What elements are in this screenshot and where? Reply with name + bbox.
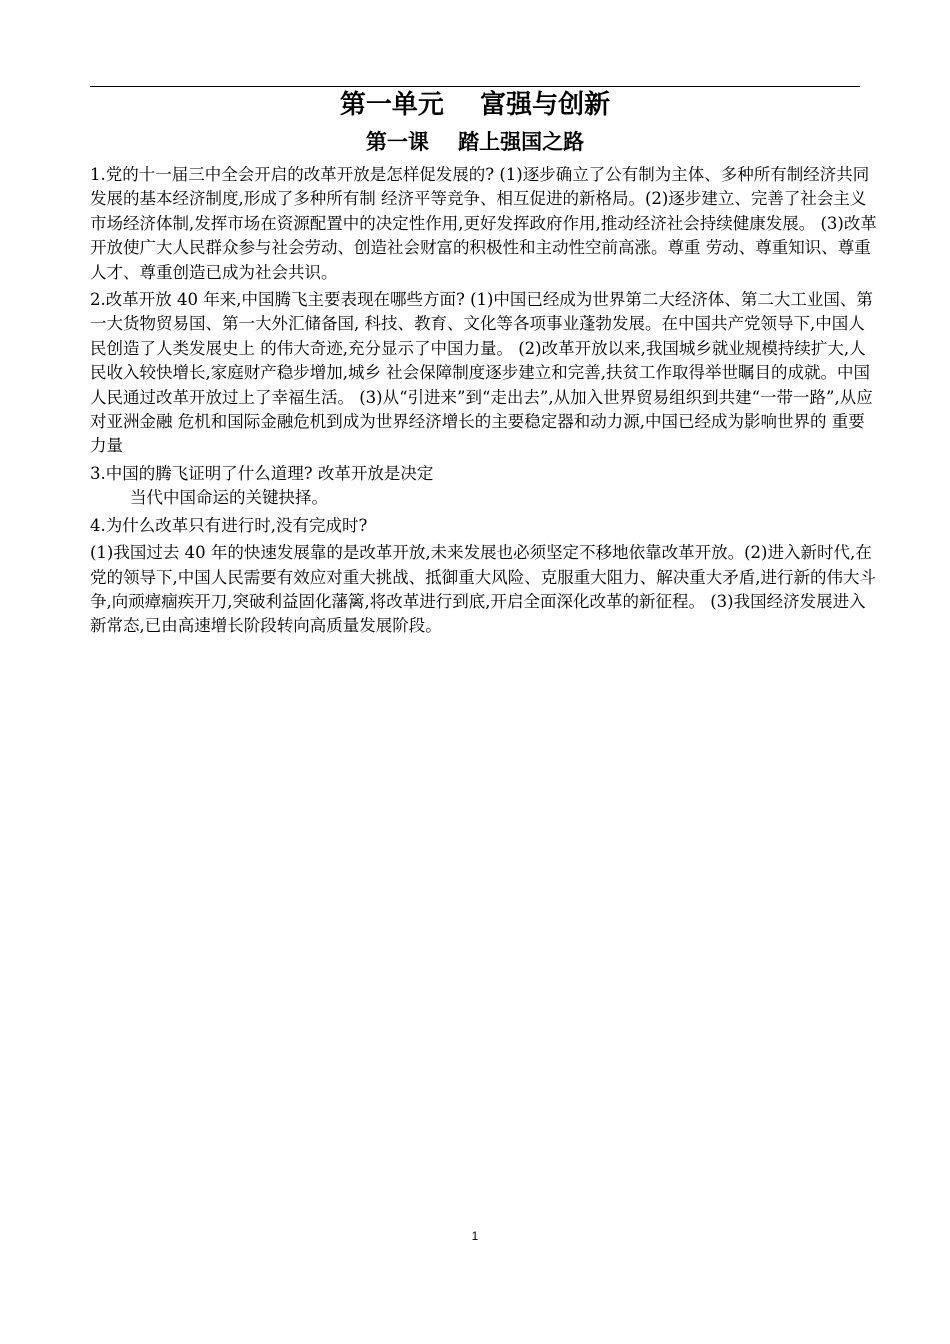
document-body — [90, 163, 880, 642]
lesson-title: 第一课 踏上强国之路 — [365, 130, 585, 154]
paragraph-answer-4: (1)我国过去 40 年的快速发展靠的是改革开放,未来发展也必须坚定不移地依靠改革开放。(2)进入新时代,在党的领导下,中国人民需要有效应对重大挑战、抵御重大风险、克服重大阻力、解决重大矛盾,进行新的伟大斗争,向顽瘴痼疾开刀,突破利益固化藩篱,将改革进行到底,开启全面深化改革的新征程。 (3)我国经济发展进入新常态,已由高速增长阶段转向高质量发展阶段。 — [90, 543, 876, 636]
paragraph-question-1: 1.党的十一届三中全会开启的改革开放是怎样促发展的? (1)逐步确立了公有制为主体、多种所有制经济共同发展的基本经济制度,形成了多种所有制 经济平等竞争、相互促进的新格局。(2)逐步建立、完善了社会主义市场经济体制,发挥市场在资源配置中的决定性作用,更好发挥政府作用,推动经济社会持续健康发展。 (3)改革开放使广大人民群众参与社会劳动、创造社会财富的积极性和主动性空前高涨。尊重 劳动、尊重知识、尊重人才、尊重创造已成为社会共识。 — [90, 165, 877, 282]
paragraph-question-3: 3.中国的腾飞证明了什么道理? 改革开放是决定 — [90, 463, 434, 483]
paragraph-question-2: 2.改革开放 40 年来,中国腾飞主要表现在哪些方面? (1)中国已经成为世界第二大经济体、第二大工业国、第一大货物贸易国、第一大外汇储备国, 科技、教育、文化等各项事业蓬勃发展。在中国共产党领导下,中国人民创造了人类发展史上 的伟大奇迹,充分显示了中国力量。 (2)改革开放以来,我国城乡就业规模持续扩大,人民收入较快增长,家庭财产稳步增加,城乡 社会保障制度逐步建立和完善,扶贫工作取得举世瞩目的成就。中国人民通过改革开放过上了幸福生活。 (3)从“引进来”到“走出去”,从加入世界贸易组织到共建“一带一路”,从应对亚洲金融 危机和国际金融危机到成为世界经济增长的主要稳定器和动力源,中国已经成为影响世界的 重要力量 — [90, 290, 873, 456]
page-number: 1 — [471, 1229, 479, 1243]
paragraph-question-4: 4.为什么改革只有进行时,没有完成时? — [90, 515, 368, 535]
paragraph-answer-3: 当代中国命运的关键抉择。 — [130, 488, 328, 508]
unit-title: 第一单元 富强与创新 — [339, 90, 611, 120]
header-rule — [90, 86, 860, 87]
